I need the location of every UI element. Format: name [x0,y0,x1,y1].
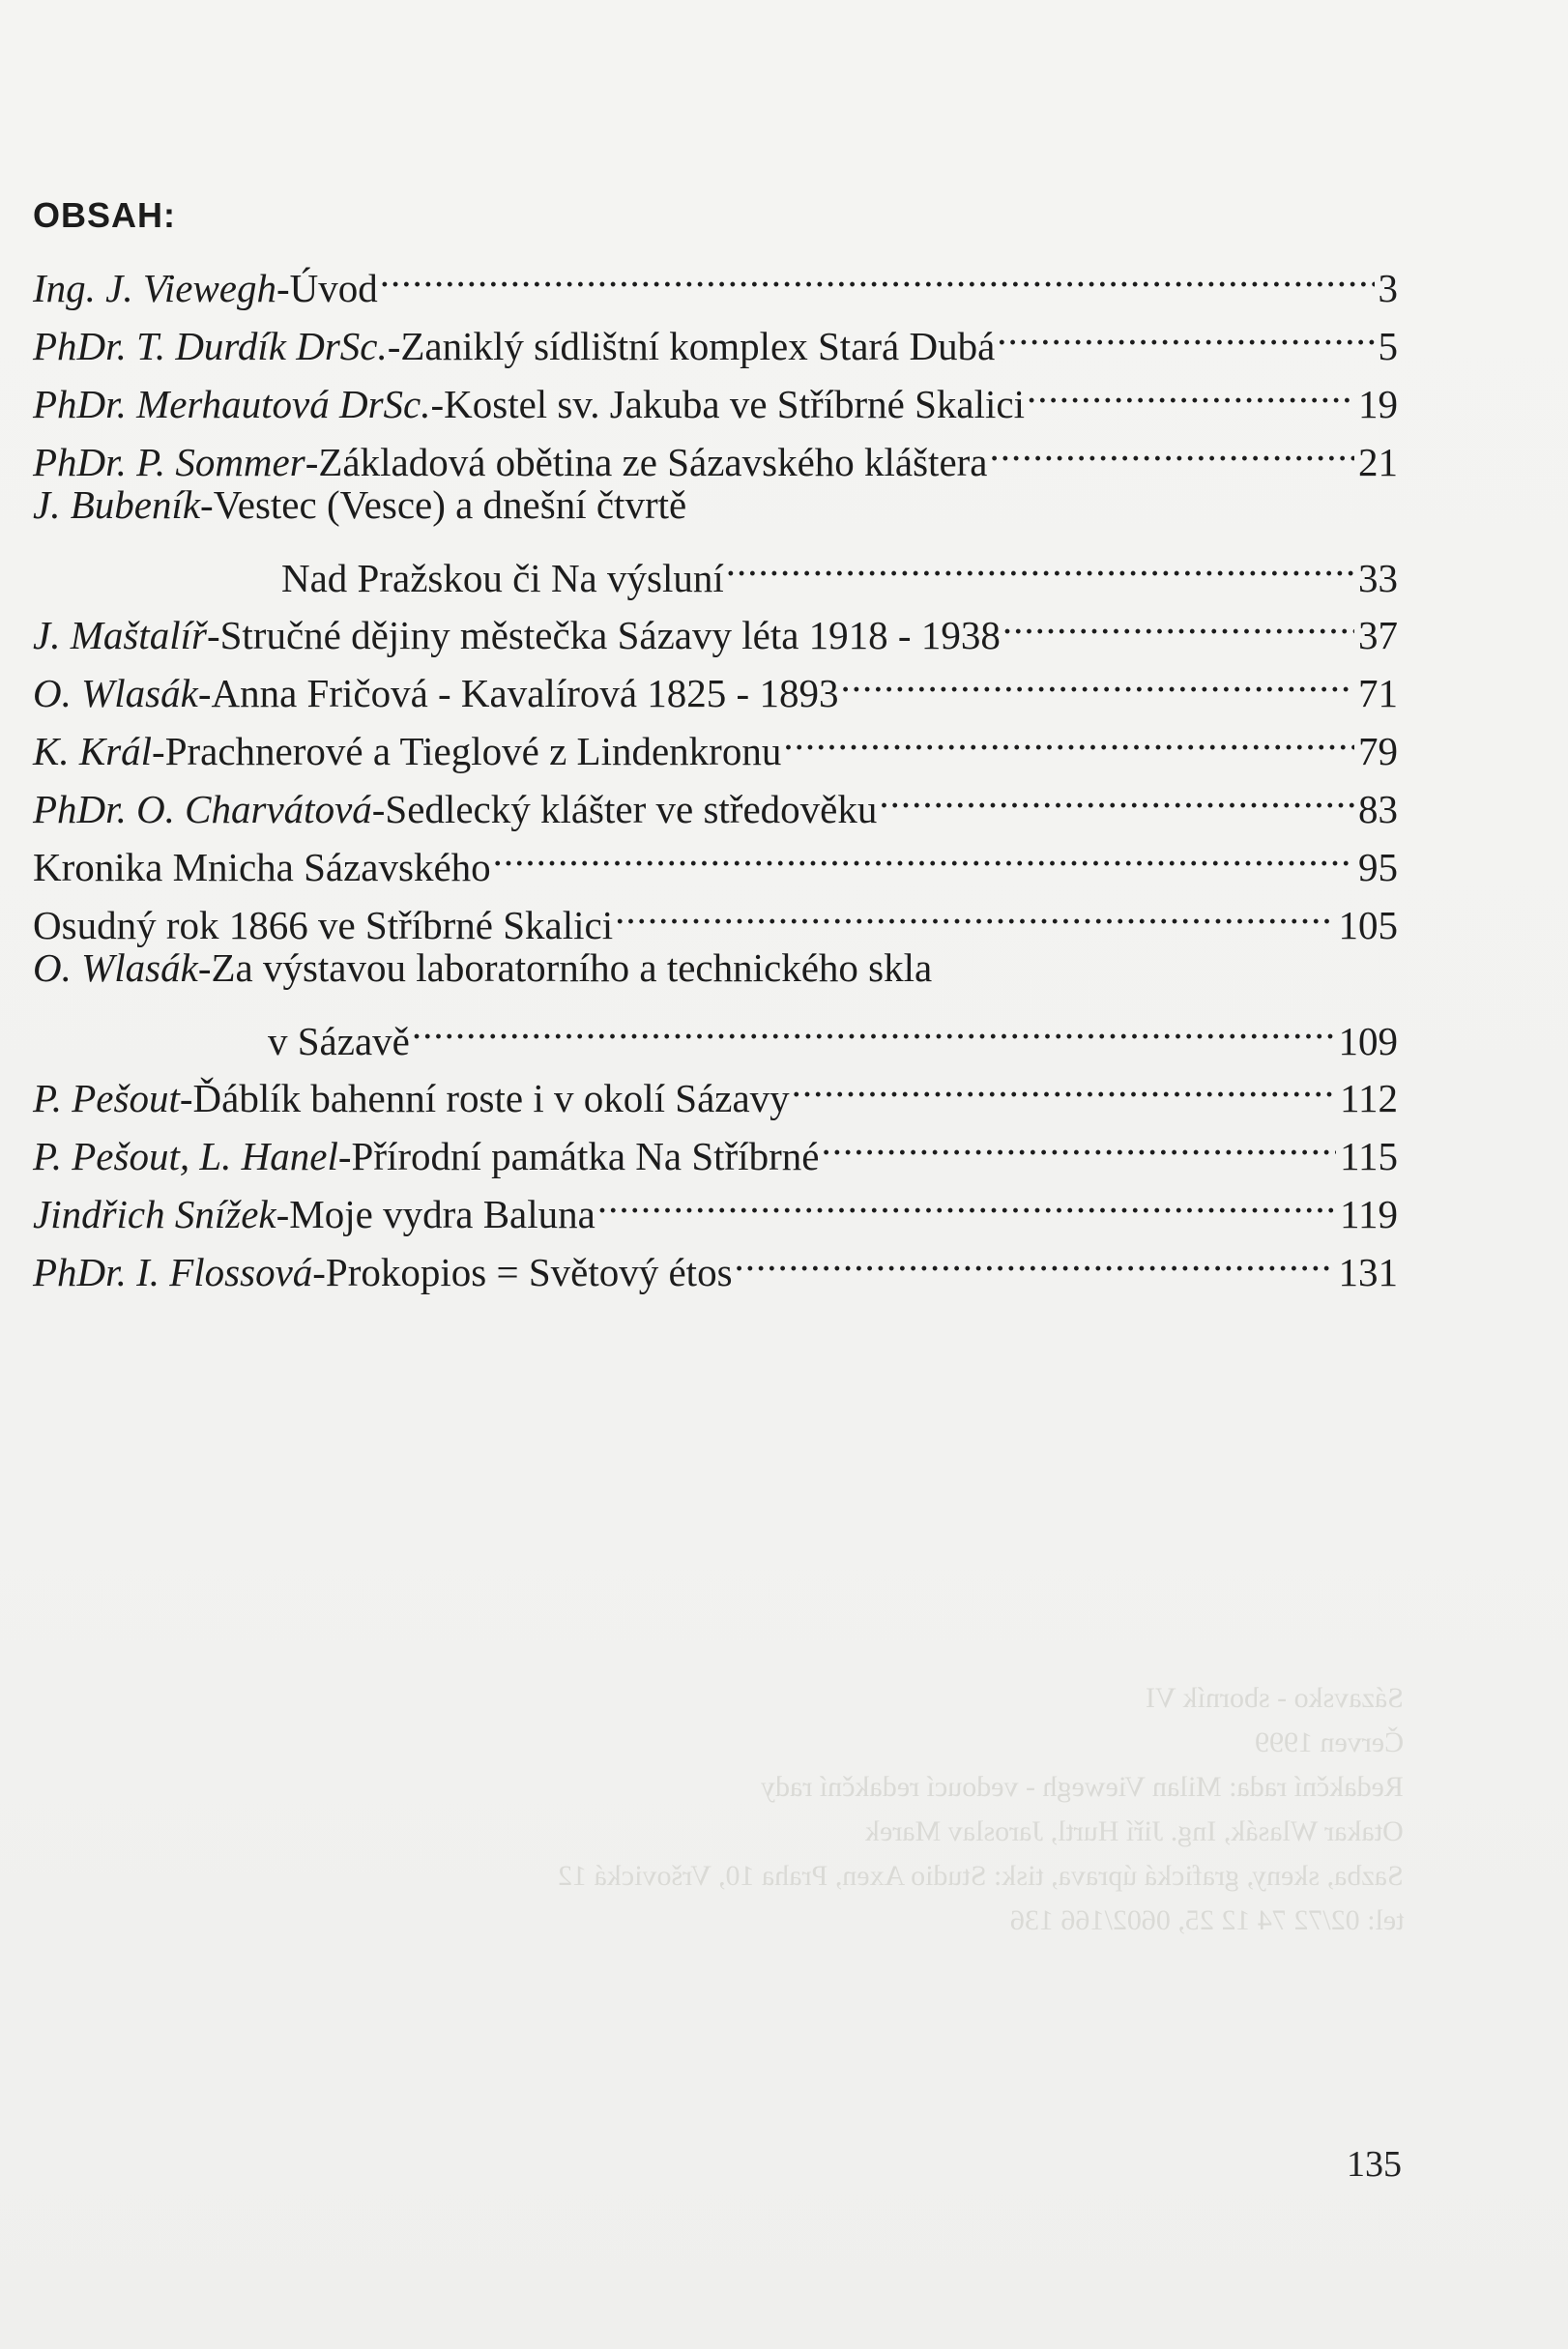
entry-title: Anna Fričová - Kavalírová 1825 - 1893 [211,671,839,715]
entry-title: Prokopios = Světový étos [325,1250,733,1294]
entry-author: PhDr. Merhautová DrSc. [33,382,431,426]
dot-leader [988,418,1355,476]
entry-separator: - [200,482,214,527]
entry-author: O. Wlasák [33,671,198,715]
toc-entry-continuation [33,997,1398,1063]
dot-leader [613,881,1334,939]
entry-author: PhDr. I. Flossová [33,1250,313,1294]
entry-title: Moje vydra Baluna [289,1192,595,1236]
entry-author: K. Král [33,729,153,773]
entry-title: Osudný rok 1866 ve Stříbrné Skalici [33,903,614,947]
entry-title: Zaniklý sídlištní komplex Stará Dubá [400,324,996,368]
imprint-line: tel: 02/72 74 12 25, 0602/166 136 [1009,1904,1404,1936]
imprint-line: Červen 1999 [1254,1726,1404,1758]
dot-leader [995,302,1374,360]
entry-title: Kronika Mnicha Sázavského [33,845,491,889]
entry-author: Ing. J. Viewegh [33,266,276,310]
entry-title: Vestec (Vesce) a dnešní čtvrtě [213,482,687,527]
entry-separator: - [276,1192,290,1236]
entry-page: 37 [1358,613,1398,657]
entry-page: 71 [1358,671,1398,715]
entry-page: 109 [1338,1019,1398,1063]
toc-entry-continuation [33,534,1398,600]
dot-leader [1001,591,1354,649]
entry-title: Sedlecký klášter ve středověku [385,787,878,831]
entry-author: PhDr. P. Sommer [33,440,305,484]
entry-page: 105 [1338,903,1398,947]
entry-title-continued: Nad Pražskou či Na výsluní [281,556,724,600]
entry-page: 3 [1378,266,1398,310]
dot-leader [781,707,1354,765]
entry-page: 83 [1358,787,1398,831]
dot-leader [838,649,1354,707]
entry-title: Základová obětina ze Sázavského kláštera [318,440,988,484]
entry-author: P. Pešout [33,1076,180,1120]
entry-title: Přírodní památka Na Stříbrné [351,1134,820,1178]
dot-leader [724,534,1354,592]
entry-separator: - [371,787,386,831]
entry-page: 112 [1340,1076,1398,1120]
imprint-line: Sázavsko - sborník VI [1146,1682,1404,1714]
dot-leader [877,765,1354,823]
entry-separator: - [430,382,445,426]
imprint-line: Redakční rada: Milan Viewegh - vedoucí redakční rady [761,1771,1404,1803]
entry-title: Úvod [289,266,378,310]
page-number: 135 [1347,2144,1402,2185]
entry-page: 19 [1358,382,1398,426]
entry-page: 33 [1358,556,1398,600]
entry-title: Stručné dějiny městečka Sázavy léta 1918 - 1938 [219,613,1001,657]
dot-leader [819,1112,1336,1170]
entry-separator: - [197,671,212,715]
entry-title: Prachnerové a Tieglové z Lindenkronu [164,729,782,773]
show-through-imprint [0,1682,1568,2011]
toc-heading: OBSAH: [33,195,176,235]
entry-separator: - [179,1076,193,1120]
dot-leader [595,1170,1336,1228]
entry-page: 119 [1340,1192,1398,1236]
entry-separator: - [206,613,220,657]
entry-title: Kostel sv. Jakuba ve Stříbrné Skalici [444,382,1025,426]
entry-separator: - [312,1250,326,1294]
entry-page: 5 [1378,324,1398,368]
imprint-line: Otakar Wlasák, Ing. Jiří Hurtl, Jaroslav Marek [865,1815,1404,1847]
entry-separator: - [387,324,401,368]
entry-separator: - [152,729,165,773]
dot-leader [491,823,1354,881]
entry-separator: - [276,266,290,310]
entry-page: 79 [1358,729,1398,773]
entry-title: Ďáblík bahenní roste i v okolí Sázavy [192,1076,790,1120]
dot-leader [733,1228,1335,1286]
entry-author: PhDr. T. Durdík DrSc. [33,324,388,368]
entry-page: 21 [1358,440,1398,484]
toc-entry [33,1054,1398,1120]
imprint-line: Sazba, skeny, grafická úprava, tisk: Studio Axen, Praha 10, Vršovická 12 [558,1860,1404,1892]
entry-author: J. Bubeník [33,482,201,527]
entry-title: Za výstavou laboratorního a technického skla [211,945,933,990]
entry-author: O. Wlasák [33,945,198,990]
entry-page: 131 [1338,1250,1398,1294]
table-of-contents [33,189,1398,1294]
dot-leader [410,997,1335,1055]
entry-title-continued: v Sázavě [268,1019,410,1063]
toc-entry [33,244,1398,310]
entry-author: Jindřich Snížek [33,1192,276,1236]
dot-leader [790,1054,1336,1112]
entry-author: J. Maštalíř [33,613,207,657]
dot-leader [378,244,1375,302]
toc-entry [33,939,1398,997]
dot-leader [1025,360,1354,418]
entry-author: PhDr. O. Charvátová [33,787,372,831]
entry-separator: - [337,1134,352,1178]
entry-page: 95 [1358,845,1398,889]
entry-page: 115 [1340,1134,1398,1178]
entry-author: P. Pešout, L. Hanel [33,1134,338,1178]
entry-separator: - [197,945,212,990]
entry-separator: - [305,440,319,484]
